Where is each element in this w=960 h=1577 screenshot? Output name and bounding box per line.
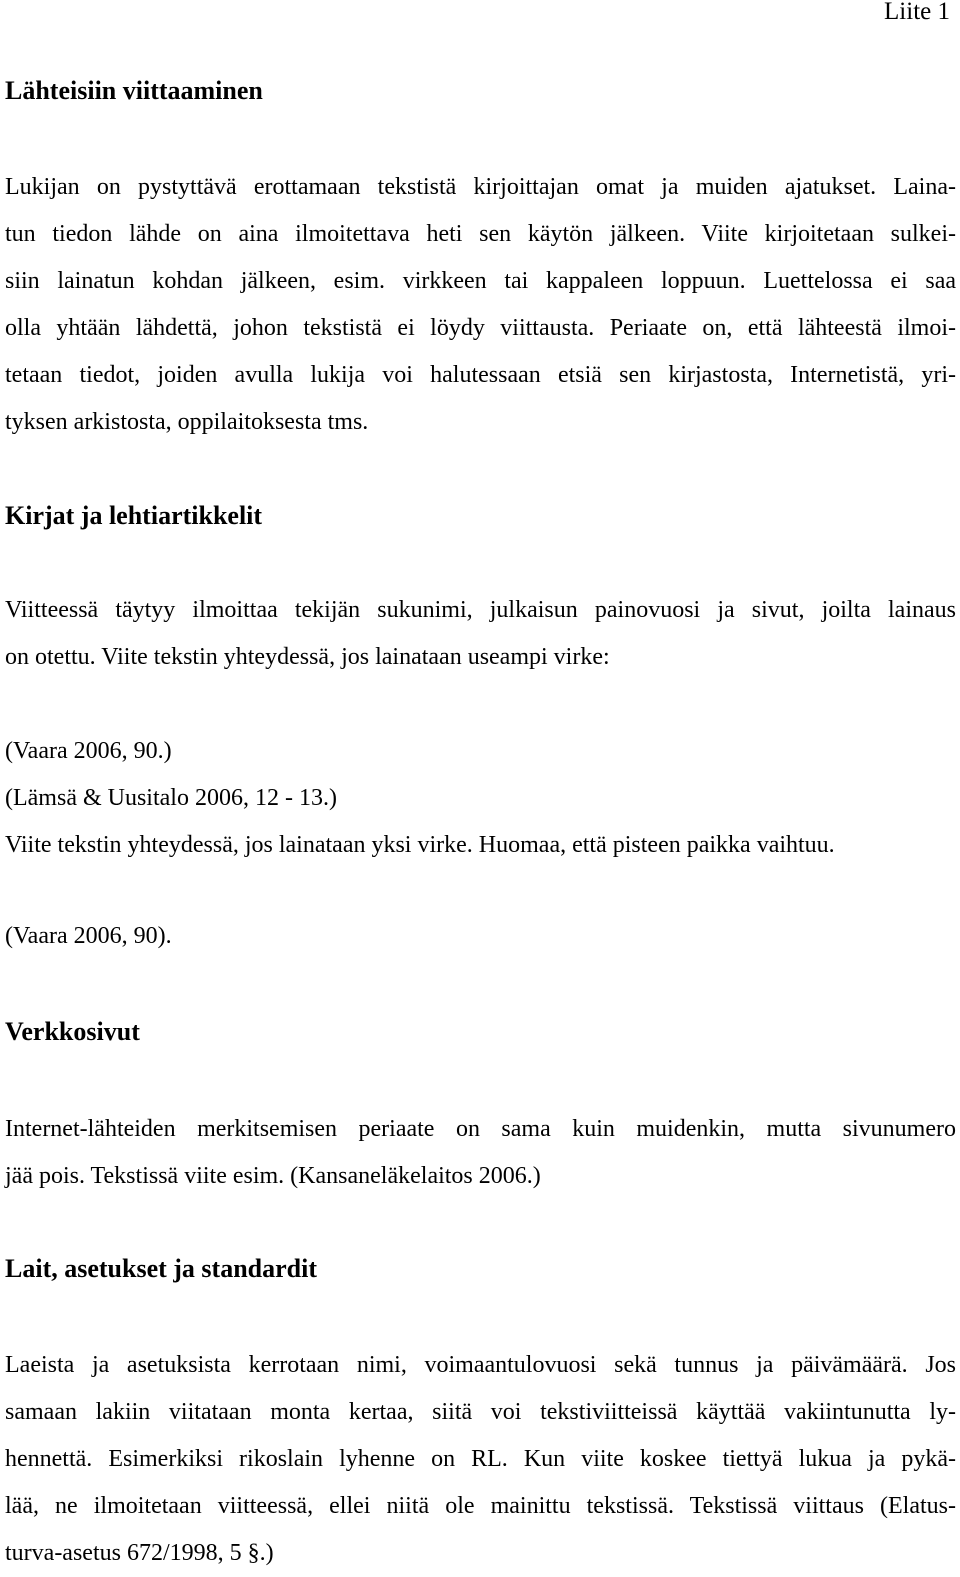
text-line: olla yhtään lähdettä, johon tekstistä ei löydy viittausta. Periaate on, että lähteestä ilmoi- bbox=[5, 315, 956, 341]
text-line: lää, ne ilmoitetaan viitteessä, ellei niitä ole mainittu tekstissä. Tekstissä viittaus (Elatus- bbox=[5, 1493, 956, 1519]
paragraph-web-pages bbox=[5, 1106, 956, 1200]
text-line: on otettu. Viite tekstin yhteydessä, jos lainataan useampi virke: bbox=[5, 644, 610, 670]
text-line: Viitteessä täytyy ilmoittaa tekijän sukunimi, julkaisun painovuosi ja sivut, joilta lainaus bbox=[5, 597, 956, 623]
appendix-label: Liite 1 bbox=[884, 0, 950, 25]
text-line: siin lainatun kohdan jälkeen, esim. virkkeen tai kappaleen loppuun. Luettelossa ei saa bbox=[5, 268, 956, 294]
text-line: hennettä. Esimerkiksi rikoslain lyhenne on RL. Kun viite koskee tiettyä lukua ja pykä- bbox=[5, 1446, 956, 1472]
text-line: jää pois. Tekstissä viite esim. (Kansaneläkelaitos 2006.) bbox=[5, 1163, 541, 1189]
text-line: tyksen arkistosta, oppilaitoksesta tms. bbox=[5, 409, 369, 435]
text-line: Lukijan on pystyttävä erottamaan tekstistä kirjoittajan omat ja muiden ajatukset. Laina- bbox=[5, 174, 956, 200]
text-line: Laeista ja asetuksista kerrotaan nimi, voimaantulovuosi sekä tunnus ja päivämäärä. Jos bbox=[5, 1352, 956, 1378]
text-line: turva-asetus 672/1998, 5 §.) bbox=[5, 1540, 274, 1566]
paragraph-books-articles bbox=[5, 587, 956, 681]
citation-example: (Vaara 2006, 90). bbox=[5, 923, 172, 949]
text-line: Internet-lähteiden merkitsemisen periaate on sama kuin muidenkin, mutta sivunumero bbox=[5, 1116, 956, 1142]
text-line: tetaan tiedot, joiden avulla lukija voi halutessaan etsiä sen kirjastosta, Internetistä, yri- bbox=[5, 362, 956, 388]
section-heading-books-articles: Kirjat ja lehtiartikkelit bbox=[5, 501, 263, 530]
text-line: samaan lakiin viitataan monta kertaa, siitä voi tekstiviitteissä käyttää vakiintunutta ly- bbox=[5, 1399, 956, 1425]
section-heading-laws-standards: Lait, asetukset ja standardit bbox=[5, 1254, 318, 1283]
citation-example: (Vaara 2006, 90.) bbox=[5, 738, 172, 764]
text-line: tun tiedon lähde on aina ilmoitettava heti sen käytön jälkeen. Viite kirjoitetaan sulkei- bbox=[5, 221, 956, 247]
section-heading-citing-sources: Lähteisiin viittaaminen bbox=[5, 76, 263, 105]
citation-example: (Lämsä & Uusitalo 2006, 12 - 13.) bbox=[5, 785, 337, 811]
citation-note: Viite tekstin yhteydessä, jos lainataan yksi virke. Huomaa, että pisteen paikka vaihtuu. bbox=[5, 832, 835, 858]
paragraph-citing-sources bbox=[5, 164, 956, 446]
section-heading-web-pages: Verkkosivut bbox=[5, 1017, 140, 1046]
paragraph-laws-standards bbox=[5, 1342, 956, 1577]
